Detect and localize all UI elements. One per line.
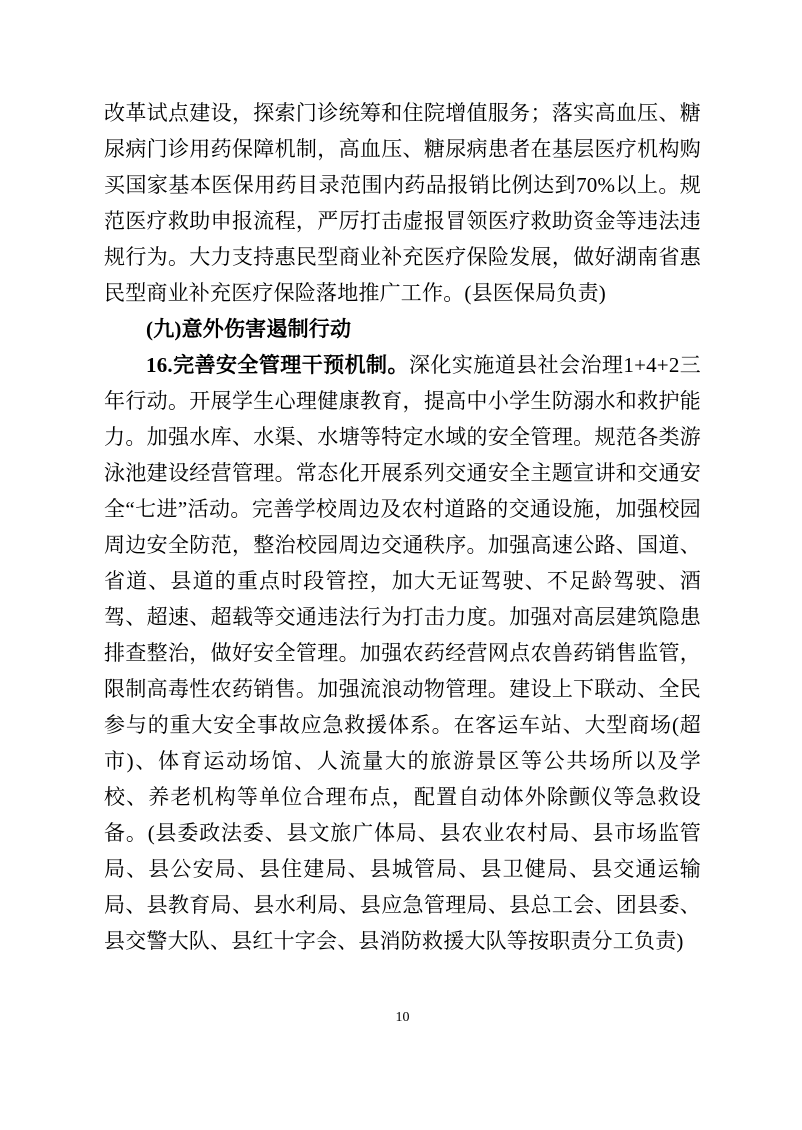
paragraph-medical-insurance-continuation: 改革试点建设，探索门诊统筹和住院增值服务；落实高血压、糖尿病门诊用药保障机制，高血压、糖尿病患者在基层医疗机构购买国家基本医保用药目录范围内药品报销比例达到70%以上。规范医疗救助申报流程，严厉打击虚报冒领医疗救助资金等违法违规行为。大力支持惠民型商业补充医疗保险发展，做好湖南省惠民型商业补充医疗保险落地推广工作。(县医保局负责) [104, 101, 701, 305]
item-16-body-text: 深化实施道县社会治理1+4+2三年行动。开展学生心理健康教育，提高中小学生防溺水和救护能力。加强水库、水渠、水塘等特定水域的安全管理。规范各类游泳池建设经营管理。常态化开展系列交通安全主题宣讲和交通安全“七进”活动。完善学校周边及农村道路的交通设施，加强校园周边安全防范，整治校园周边交通秩序。加强高速公路、国道、省道、县道的重点时段管控，加大无证驾驶、不足龄驾驶、酒驾、超速、超载等交通违法行为打击力度。加强对高层建筑隐患排查整治，做好安全管理。加强农药经营网点农兽药销售监管，限制高毒性农药销售。加强流浪动物管理。建设上下联动、全民参与的重大安全事故应急救援体系。在客运车站、大型商场(超市)、体育运动场馆、人流量大的旅游景区等公共场所以及学校、养老机构等单位合理布点，配置自动体外除颤仪等急救设备。(县委政法委、县文旅广体局、县农业农村局、县市场监管局、县公安局、县住建局、县城管局、县卫健局、县交通运输局、县教育局、县水利局、县应急管理局、县总工会、团县委、县交警大队、县红十字会、县消防救援大队等按职责分工负责) [104, 353, 701, 953]
item-16-lead-bold: 16.完善安全管理干预机制。 [146, 353, 409, 377]
document-text-block [104, 95, 701, 959]
page-number: 10 [395, 1010, 410, 1025]
section-heading-accident-injury-control: (九)意外伤害遏制行动 [146, 317, 352, 341]
paragraph-item-16 [104, 347, 701, 959]
